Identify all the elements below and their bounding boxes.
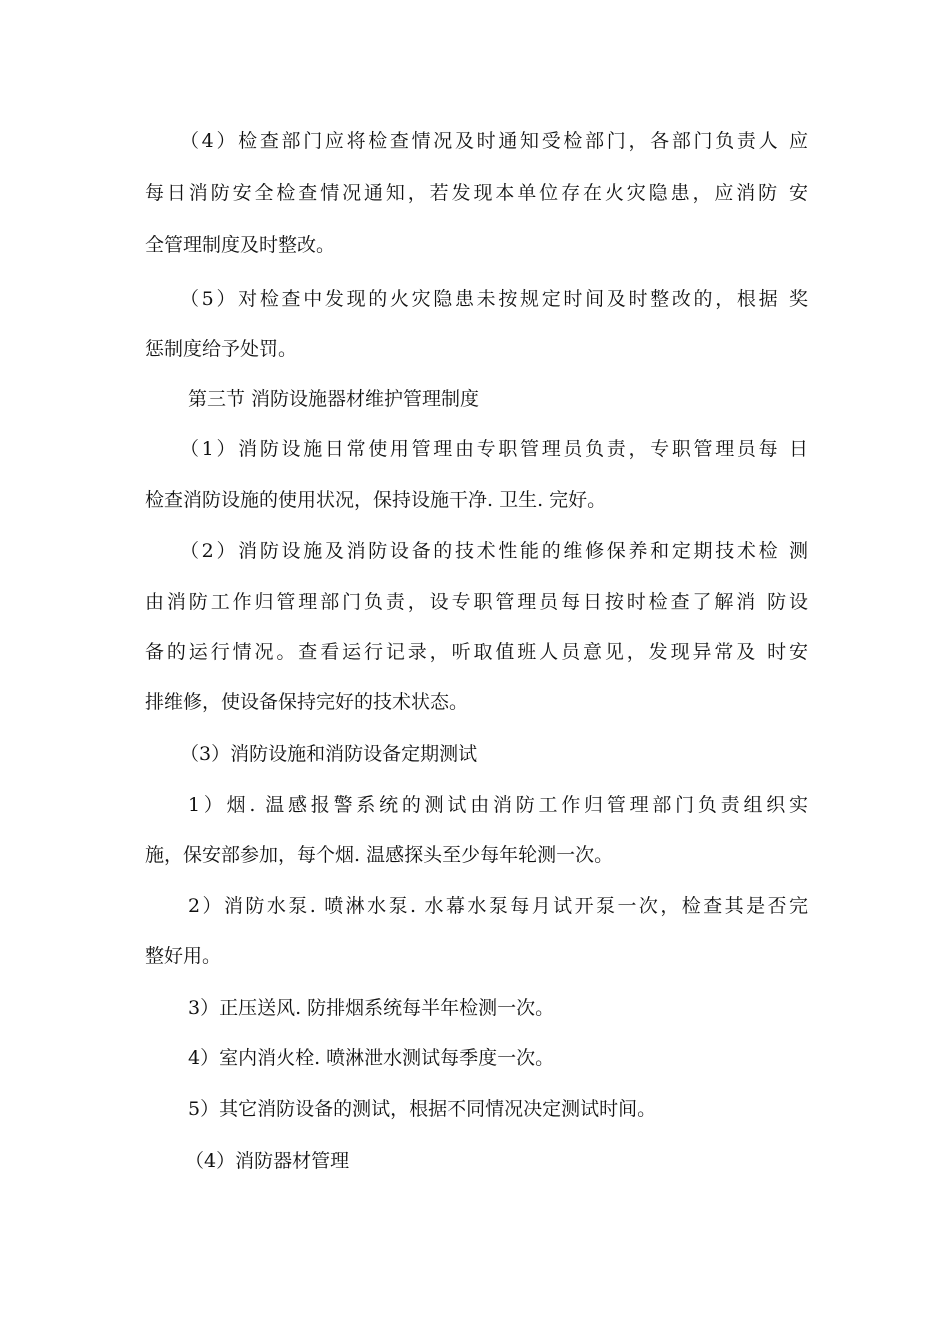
item2-line1: （2）消防设施及消防设备的技术性能的维修保养和定期技术检 测	[180, 540, 808, 562]
item1-line2: 检查消防设施的使用状况，保持设施干净. 卫生. 完好。	[145, 489, 607, 511]
para5-line2: 惩制度给予处罚。	[145, 338, 298, 360]
section-heading: 第三节 消防设施器材维护管理制度	[188, 388, 480, 410]
item3-heading: （3）消防设施和消防设备定期测试	[180, 743, 478, 765]
item4-heading: （4）消防器材管理	[185, 1150, 350, 1172]
test3-line: 3）正压送风. 防排烟系统每半年检测一次。	[188, 997, 555, 1019]
para5-line1: （5）对检查中发现的火灾隐患未按规定时间及时整改的，根据 奖	[180, 288, 808, 310]
para4-line3: 全管理制度及时整改。	[145, 234, 336, 256]
test2-line1: 2）消防水泵. 喷淋水泵. 水幕水泵每月试开泵一次，检查其是否完	[188, 895, 808, 917]
test1-line2: 施，保安部参加，每个烟. 温感探头至少每年轮测一次。	[145, 844, 614, 866]
para4-line2: 每日消防安全检查情况通知，若发现本单位存在火灾隐患，应消防 安	[145, 182, 808, 204]
test2-line2: 整好用。	[145, 945, 222, 967]
item2-line4: 排维修，使设备保持完好的技术状态。	[145, 691, 469, 713]
item2-line3: 备的运行情况。查看运行记录，听取值班人员意见，发现异常及 时安	[145, 641, 808, 663]
para4-line1: （4）检查部门应将检查情况及时通知受检部门，各部门负责人 应	[180, 130, 808, 152]
test1-line1: 1）烟. 温感报警系统的测试由消防工作归管理部门负责组织实	[188, 794, 808, 816]
test4-line: 4）室内消火栓. 喷淋泄水测试每季度一次。	[188, 1047, 555, 1069]
test5-line: 5）其它消防设备的测试，根据不同情况决定测试时间。	[188, 1098, 657, 1120]
item2-line2: 由消防工作归管理部门负责，设专职管理员每日按时检查了解消 防设	[145, 591, 808, 613]
item1-line1: （1）消防设施日常使用管理由专职管理员负责，专职管理员每 日	[180, 438, 808, 460]
